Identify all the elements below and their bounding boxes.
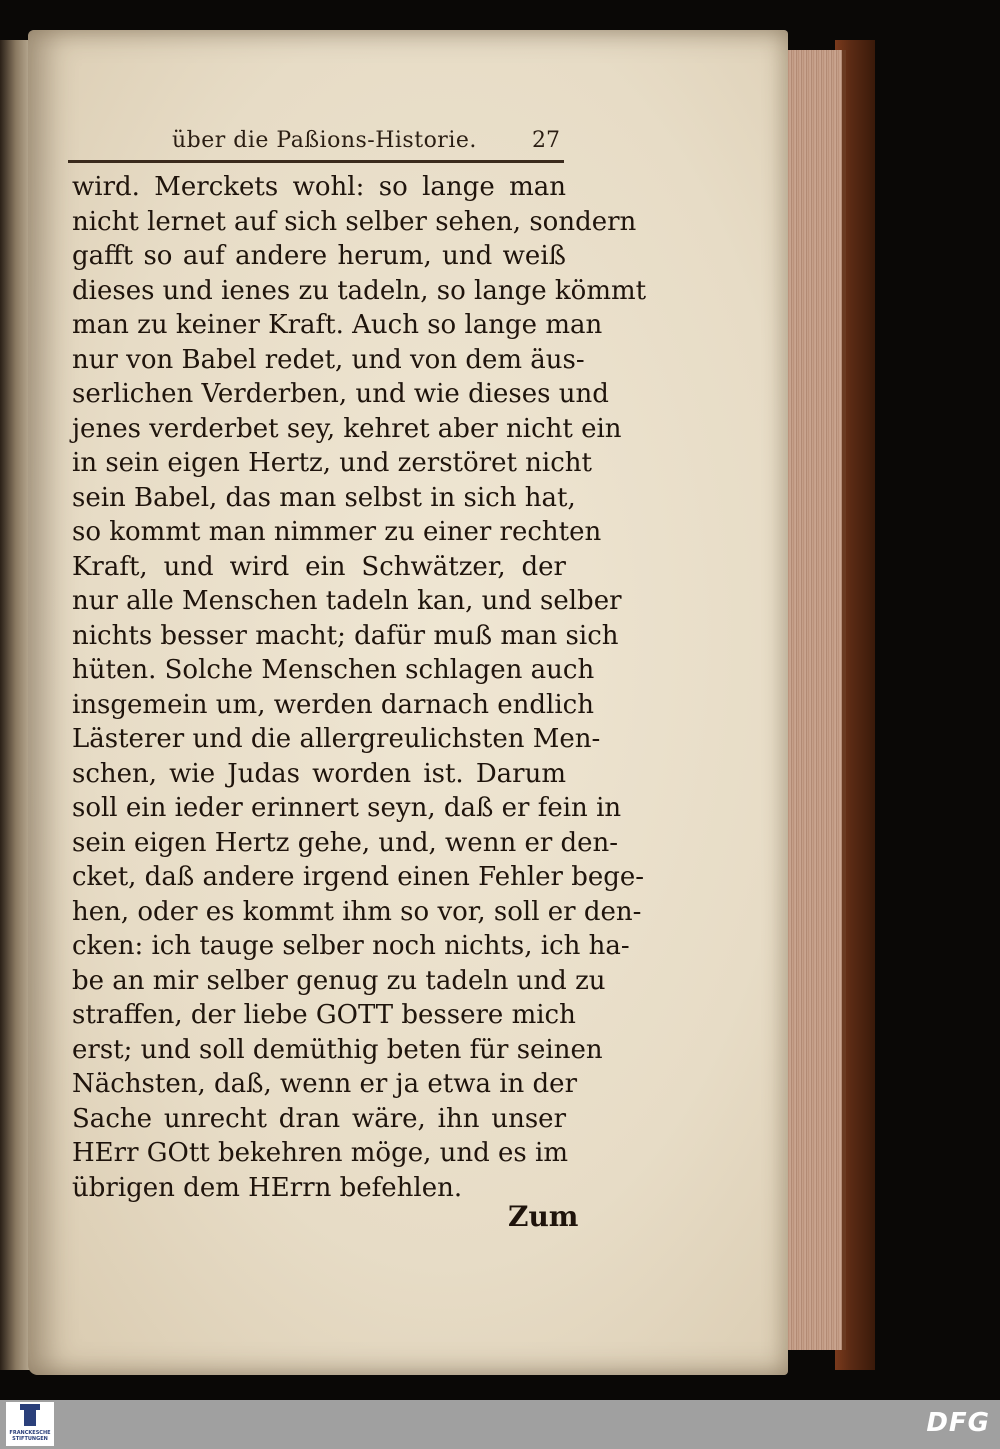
text-line: Lästerer und die allergreulichsten Men- — [72, 724, 601, 754]
text-line: erst; und soll demüthig beten für seinen — [72, 1034, 603, 1065]
text-line: dieses und ienes zu tadeln, so lange kömmt — [72, 275, 647, 306]
body-text — [72, 170, 647, 1205]
text-line: jenes verderbet sey, kehret aber nicht ein — [72, 413, 622, 444]
text-line: nicht lernet auf sich selber sehen, sondern — [72, 206, 637, 237]
page-number: 27 — [532, 128, 560, 153]
header-rule — [68, 160, 564, 163]
text-line: be an mir selber genug zu tadeln und zu — [72, 965, 606, 996]
text-line: serlichen Verderben, und wie dieses und — [72, 379, 609, 409]
text-line: nichts besser macht; dafür muß man sich — [72, 620, 619, 651]
text-line: übrigen dem HErrn befehlen. — [72, 1172, 463, 1203]
text-line: man zu keiner Kraft. Auch so lange man — [72, 310, 603, 340]
viewer-footer-bar — [0, 1400, 1000, 1449]
text-line: cket, daß andere irgend einen Fehler bege- — [72, 862, 645, 892]
text-line: insgemein um, werden darnach endlich — [72, 689, 594, 720]
text-line: nur von Babel redet, und von dem äus- — [72, 344, 585, 375]
text-line: so kommt man nimmer zu einer rechten — [72, 517, 602, 547]
text-line: sein Babel, das man selbst in sich hat, — [72, 482, 576, 513]
text-line: straffen, der liebe GOTT bessere mich — [72, 1000, 576, 1030]
francke-foundation-icon — [24, 1408, 36, 1426]
text-line: hen, oder es kommt ihm so vor, soll er den- — [72, 896, 642, 927]
francke-foundation-logo[interactable] — [6, 1402, 54, 1446]
catchword: Zum — [508, 1200, 579, 1233]
text-line: schen, wie Judas worden ist. Darum — [72, 758, 566, 789]
running-head: über die Paßions-Historie. — [172, 128, 477, 153]
text-line: HErr GOtt bekehren möge, und es im — [72, 1138, 568, 1168]
text-line: Sache unrecht dran wäre, ihn unser — [72, 1103, 566, 1134]
text-line: sein eigen Hertz gehe, und, wenn er den- — [72, 827, 619, 858]
text-line: in sein eigen Hertz, und zerstöret nicht — [72, 448, 592, 478]
text-line: wird. Merckets wohl: so lange man — [72, 172, 566, 202]
dfg-logo[interactable]: DFG — [926, 1408, 990, 1438]
page-header — [160, 128, 570, 158]
text-line: gafft so auf andere herum, und weiß — [72, 241, 566, 271]
text-line: Kraft, und wird ein Schwätzer, der — [72, 551, 566, 582]
text-line: nur alle Menschen tadeln kan, und selber — [72, 586, 622, 616]
text-line: Nächsten, daß, wenn er ja etwa in der — [72, 1069, 577, 1099]
logo-text: FRANCKESCHE STIFTUNGEN — [9, 1430, 51, 1442]
text-line: hüten. Solche Menschen schlagen auch — [72, 655, 595, 685]
text-line: cken: ich tauge selber noch nichts, ich ha- — [72, 931, 630, 961]
text-line: soll ein ieder erinnert seyn, daß er fein in — [72, 793, 622, 823]
